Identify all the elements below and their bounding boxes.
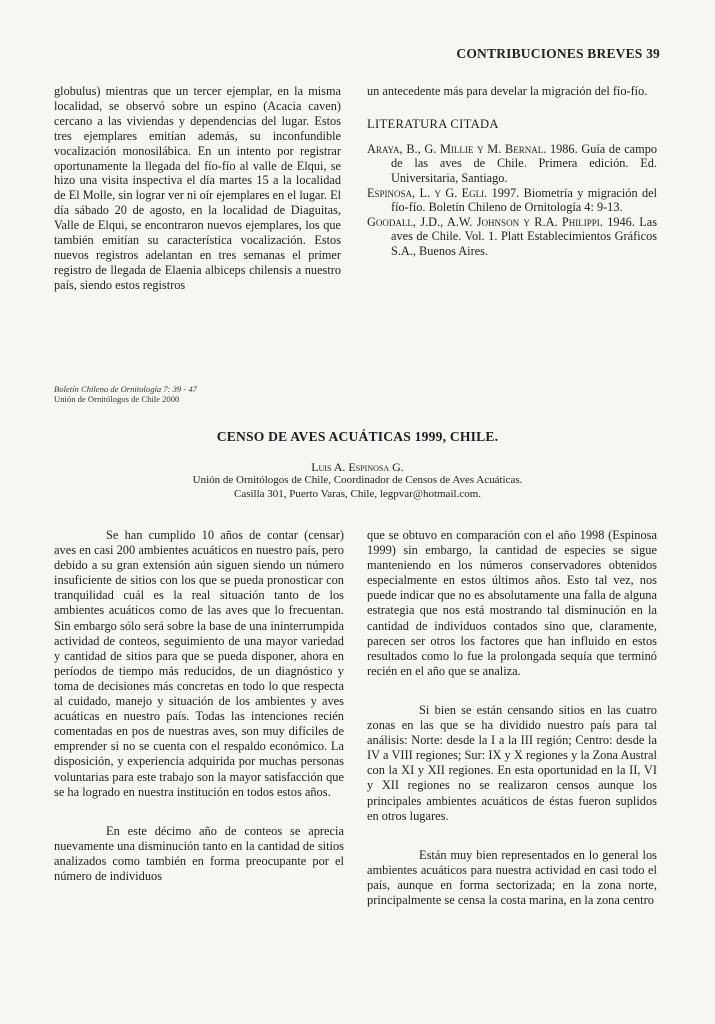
reference-authors: Espinosa, L. y G. Egli. — [367, 185, 488, 200]
article-paragraph: Si bien se están censando sitios en las cuatro zonas en las que se ha dividido nuestro país para tal análisis: Norte: desde la I a la III región; Centro: desde la IV a VIII regiones; Sur: IX y X regiones y la Zona Austral con la XI y XII regiones. En esta oportunidad en la II, VI y XII regiones no se realizaron censos aunque los principales ambientes acuáticos de éstas fueron suplidos en otros lugares. — [367, 702, 657, 823]
reference-details: 1986. Guía de campo de las aves de Chile. Primera edición. Ed. Universitaria, Santiago. — [391, 141, 657, 185]
reference-authors: Araya, B., G. Millie y M. Bernal. — [367, 141, 547, 156]
reference-authors: Goodall, J.D., A.W. Johnson y R.A. Philippi. — [367, 214, 603, 229]
reference-details: 1946. Las aves de Chile. Vol. 1. Platt Establecimientos Gráficos S.A., Buenos Aires. — [391, 214, 657, 258]
literature-heading: LITERATURA CITADA — [367, 116, 499, 131]
prev-article-column-1 — [54, 84, 341, 293]
source-citation — [54, 384, 197, 404]
reference-item — [367, 186, 657, 215]
prev-article-column-2 — [367, 84, 657, 259]
reference-item — [367, 215, 657, 259]
author-name: Luis A. Espinosa G. — [311, 460, 404, 474]
article-title: CENSO DE AVES ACUÁTICAS 1999, CHILE. — [216, 429, 499, 444]
article-paragraph: En este décimo año de conteos se aprecia nuevamente una disminución tanto en la cantidad de sitios analizados como también en forma preocupante por el número de individuos — [54, 823, 344, 883]
affiliation-line: Unión de Ornitólogos de Chile, Coordinador de Censos de Aves Acuáticas. — [192, 474, 523, 487]
reference-list — [367, 142, 657, 259]
article-paragraph: Se han cumplido 10 años de contar (censar) aves en casi 200 ambientes acuáticos en nuestro país, pero debido a su gran extensión aún siguen siendo un número insuficiente de sitios con los que se pueda pronosticar con tranquilidad cuál es la real situación tanto de los ambientes acuáticos como de las aves que lo frecuentan. Sin embargo sólo será sobre la base de una ininterrumpida actividad de conteos, seguimiento de una mayor variedad y cantidad de sitios para que se pueda disponer, ahora en períodos de tiempo más reducidos, de un diagnóstico y toma de decisiones más concretas en todo lo que respecta al cuidado, manejo y situación de los ambientes y aves acuáticas en nuestro país. Todas las intenciones recién comentadas en pos de nuestras aves, son muy difíciles de emprender si no se cuenta con el respaldo económico. La disposición, y experiencia adquirida por muchas personas voluntarias para este trabajo son la mayor satisfacción que se ha logrado en nuestra institución en todos estos años. — [54, 528, 344, 799]
article-column-2 — [367, 528, 657, 908]
publisher-line: Unión de Ornitólogos de Chile 2000 — [54, 394, 180, 404]
article-column-1 — [54, 528, 344, 884]
reference-details: 1997. Biometría y migración del fío-fío. Boletín Chileno de Ornitología 4: 9-13. — [391, 185, 657, 215]
running-head: CONTRIBUCIONES BREVES 39 — [456, 46, 660, 61]
journal-citation: Boletín Chileno de Ornitología 7: 39 - 47 — [54, 384, 197, 394]
address-line: Casilla 301, Puerto Varas, Chile, legpvar@hotmail.com. — [234, 487, 481, 500]
author-block — [0, 461, 715, 501]
prev-article-conclusion: un antecedente más para develar la migración del fío-fío. — [367, 84, 648, 98]
article-paragraph: que se obtuvo en comparación con el año 1998 (Espinosa 1999) sin embargo, la cantidad de especies se sigue manteniendo en los números conservadores obtenidos especialmente en estos últimos años. Esto tal vez, nos puede indicar que no es absolutamente una falla de alguna estrategia que nos está mostrando tal disminución en la cantidad de individuos contados sino que, claramente, parecen ser otros los factores que han influido en estos resultados como lo fue la prolongada sequía que terminó recién en el año que se analiza. — [367, 528, 657, 678]
reference-item — [367, 142, 657, 186]
prev-article-paragraph: globulus) mientras que un tercer ejemplar, en la misma localidad, se observó sobre un espino (Acacia caven) cercano a las viviendas y dependencias del lugar. Estos tres ejemplares emitían además, su inconfundible vocalización monosilábica. En un intento por registrar oportunamente la llegada del fío-fío al valle de Elqui, se hizo una visita inspectiva el día martes 15 a la localidad de El Molle, sin lograr ver ni oír ejemplares en el lugar. El día sábado 20 de agosto, en la localidad de Diaguitas, Valle de Elqui, se encontraron nuevos ejemplares, los que también emitían su característica vocalización. Estos nuevos registros adelantan en tres semanas el primer registro de llegada de Elaenia albiceps chilensis a nuestro país, siendo estos registros — [54, 84, 341, 292]
article-paragraph: Están muy bien representados en lo general los ambientes acuáticos para nuestra actividad en casi todo el país, aunque en forma sectorizada; en la zona norte, principalmente se censa la costa marina, en la zona centro — [367, 847, 657, 907]
